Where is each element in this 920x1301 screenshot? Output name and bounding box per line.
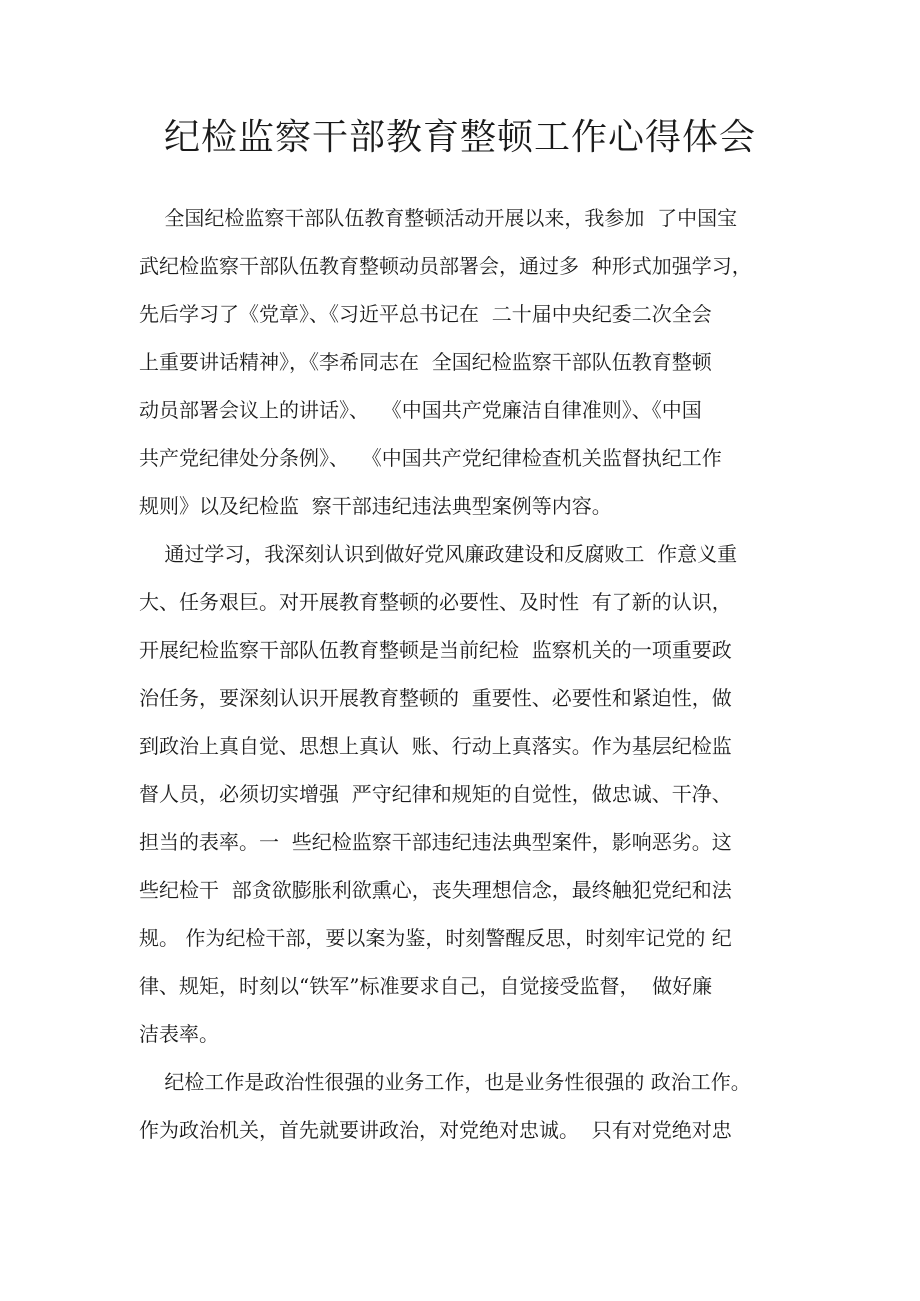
paragraph-line: 动员部署会议上的讲话》、 《中国共产党廉洁自律准则》、《中国 [139,398,702,422]
paragraph-line: 律、规矩，时刻以“铁军”标准要求自己，自觉接受监督， 做好廉 [139,974,713,998]
paragraph-line: 共产党纪律处分条例》、 《中国共产党纪律检查机关监督执纪工作 [139,446,722,470]
paragraph-line: 担当的表率。一 些纪检监察干部违纪违法典型案件，影响恶劣。这 [139,830,732,854]
paragraph-line: 作为政治机关，首先就要讲政治，对党绝对忠诚。 只有对党绝对忠 [139,1118,732,1142]
paragraph-line: 武纪检监察干部队伍教育整顿动员部署会，通过多 种形式加强学习， [139,254,752,278]
paragraph-line: 先后学习了《党章》、《习近平总书记在 二十届中央纪委二次全会 [139,302,712,326]
paragraph-line: 督人员，必须切实增强 严守纪律和规矩的自觉性，做忠诚、干净、 [139,782,732,806]
paragraph-line: 纪检工作是政治性很强的业务工作，也是业务性很强的 政治工作。 [139,1070,751,1094]
paragraph-line: 规。 作为纪检干部，要以案为鉴，时刻警醒反思，时刻牢记党的 纪 [139,926,732,950]
document-title: 纪检监察干部教育整顿工作心得体会 [163,117,756,158]
paragraph-line: 全国纪检监察干部队伍教育整顿活动开展以来，我参加 了中国宝 [139,206,738,230]
paragraph-line: 通过学习，我深刻认识到做好党风廉政建设和反腐败工 作意义重 [139,542,738,566]
paragraph-line: 到政治上真自觉、思想上真认 账、行动上真落实。作为基层纪检监 [139,734,732,758]
paragraph-line: 规则》以及纪检监 察干部违纪违法典型案例等内容。 [139,494,612,518]
paragraph-line: 洁表率。 [139,1022,219,1046]
paragraph-line: 些纪检干 部贪欲膨胀利欲熏心，丧失理想信念，最终触犯党纪和法 [139,878,732,902]
paragraph-line: 开展纪检监察干部队伍教育整顿是当前纪检 监察机关的一项重要政 [139,638,732,662]
paragraph-line: 治任务，要深刻认识开展教育整顿的 重要性、必要性和紧迫性，做 [139,686,732,710]
paragraph-line: 大、任务艰巨。对开展教育整顿的必要性、及时性 有了新的认识， [139,590,732,614]
paragraph-line: 上重要讲话精神》，《李希同志在 全国纪检监察干部队伍教育整顿 [139,350,712,374]
